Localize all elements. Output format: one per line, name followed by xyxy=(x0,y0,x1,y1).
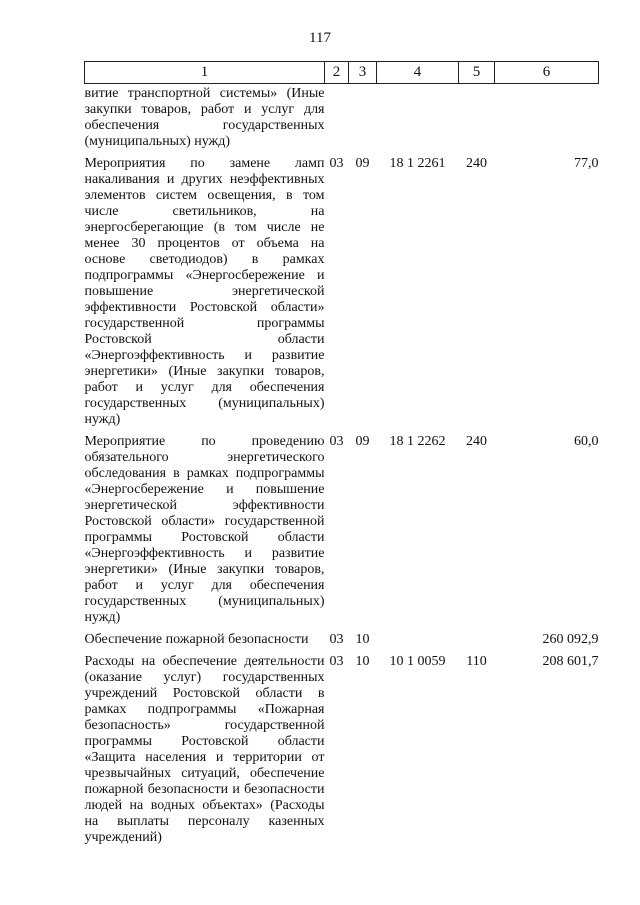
table-row xyxy=(85,632,599,654)
header-col-4: 4 xyxy=(377,62,459,84)
header-col-6: 6 xyxy=(495,62,599,84)
row-description: Мероприятия по замене ламп накаливания и других неэффективных элементов систем освещения, в том числе светильников, на энергосберегающие (в том числе не менее 30 процентов от объема на основе светодиодов) в рамках подпрограммы «Энергосбережение и повышение энергетической эффективности Ростовской области» государственной программы Ростовской области «Энергоэффективность и развитие энергетики» (Иные закупки товаров, работ и услуг для обеспечения государственных (муниципальных) нужд) xyxy=(84,156,325,427)
row-expense-type: 110 xyxy=(466,654,487,669)
header-col-2: 2 xyxy=(325,62,349,84)
row-amount: 60,0 xyxy=(574,434,599,449)
row-amount: 260 092,9 xyxy=(542,632,599,647)
row-section-code xyxy=(325,84,349,157)
row-subsection-code: 09 xyxy=(355,434,370,449)
table-row xyxy=(85,156,599,434)
row-expense-type: 240 xyxy=(466,434,487,449)
row-subsection-code: 10 xyxy=(355,654,370,669)
row-amount xyxy=(495,84,599,157)
row-target-article: 10 1 0059 xyxy=(389,654,446,669)
row-target-article: 18 1 2262 xyxy=(389,434,446,449)
header-col-1: 1 xyxy=(85,62,325,84)
row-section-code: 03 xyxy=(329,632,344,647)
row-subsection-code: 09 xyxy=(355,156,370,171)
budget-table xyxy=(84,61,599,852)
row-description: витие транспортной системы» (Иные закупки товаров, работ и услуг для обеспечения государственных (муниципальных) нужд) xyxy=(84,86,325,149)
row-target-article xyxy=(377,632,459,654)
row-expense-type xyxy=(459,632,495,654)
table-row xyxy=(85,434,599,632)
row-amount: 77,0 xyxy=(574,156,599,171)
row-target-article xyxy=(377,84,459,157)
table-row xyxy=(85,654,599,852)
row-amount: 208 601,7 xyxy=(542,654,599,669)
header-col-3: 3 xyxy=(349,62,377,84)
row-section-code: 03 xyxy=(329,434,344,449)
header-col-5: 5 xyxy=(459,62,495,84)
table-header xyxy=(85,62,599,84)
row-section-code: 03 xyxy=(329,156,344,171)
row-subsection-code: 10 xyxy=(355,632,370,647)
row-description: Обеспечение пожарной безопасности xyxy=(84,632,309,647)
table-row xyxy=(85,84,599,157)
row-target-article: 18 1 2261 xyxy=(389,156,446,171)
row-description: Расходы на обеспечение деятельности (оказание услуг) государственных учреждений Ростовской области в рамках подпрограммы «Пожарная безопасность» государственной программы Ростовской области «Защита населения и территории от чрезвычайных ситуаций, обеспечение пожарной безопасности и безопасности людей на водных объектах» (Расходы на выплаты персоналу казенных учреждений) xyxy=(84,654,325,845)
page-number: 117 xyxy=(309,30,331,46)
row-expense-type xyxy=(459,84,495,157)
row-expense-type: 240 xyxy=(466,156,487,171)
row-section-code: 03 xyxy=(329,654,344,669)
row-description: Мероприятие по проведению обязательного энергетического обследования в рамках подпрограммы «Энергосбережение и повышение энергетической эффективности Ростовской области» государственной программы Ростовской области «Энергоэффективность и развитие энергетики» (Иные закупки товаров, работ и услуг для обеспечения государственных (муниципальных) нужд) xyxy=(84,434,325,625)
row-subsection-code xyxy=(349,84,377,157)
